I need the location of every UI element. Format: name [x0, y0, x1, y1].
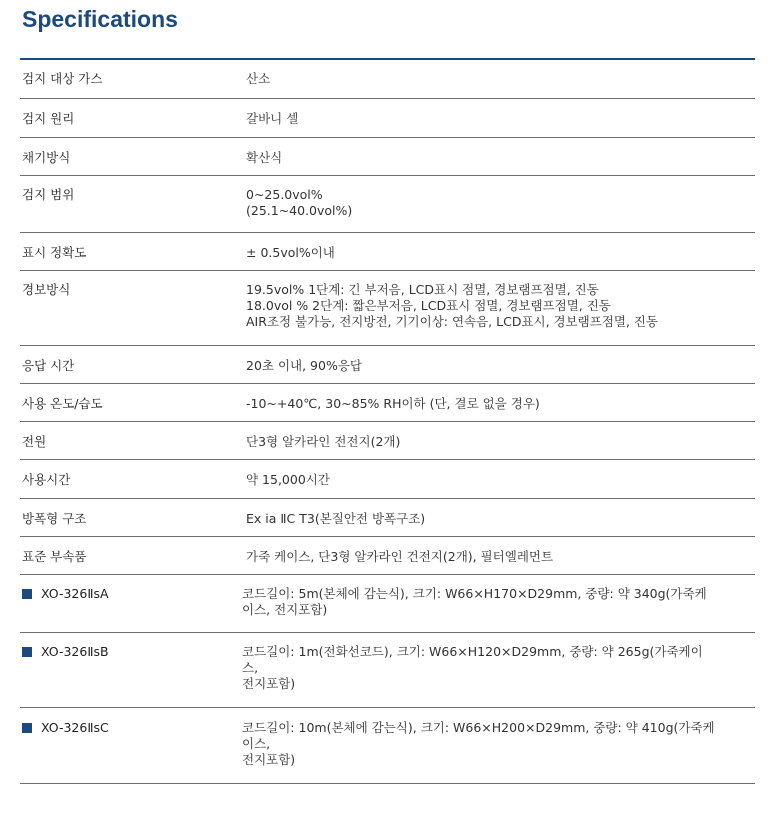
spec-value-line: AIR조정 불가능, 전지방전, 기기이상: 연속음, LCD표시, 경보램프점멸, 진동: [246, 314, 659, 329]
spec-label-cell: [20, 511, 246, 536]
spec-label-cell: [20, 71, 246, 98]
spec-value: [246, 511, 755, 536]
spec-value-line: 가죽 케이스, 단3형 알카라인 건전지(2개), 필터엘레먼트: [246, 549, 554, 564]
spec-label: 전원: [22, 434, 47, 449]
spec-value: [242, 720, 755, 783]
spec-value-line: -10~+40℃, 30~85% RH이하 (단, 결로 없을 경우): [246, 396, 540, 411]
spec-row: [20, 537, 755, 575]
spec-value-line: 0~25.0vol%: [246, 187, 323, 202]
spec-label: 응답 시간: [22, 358, 75, 373]
spec-label: 사용 온도/습도: [22, 396, 103, 411]
spec-label: XO-326ⅡsA: [41, 586, 109, 601]
spec-label: 방폭형 구조: [22, 511, 87, 526]
spec-label: 사용시간: [22, 472, 71, 487]
spec-value: [246, 187, 755, 232]
spec-value-line: 전지포함): [242, 676, 296, 691]
spec-value: [246, 434, 755, 459]
spec-label-cell: [20, 434, 246, 459]
spec-value-line: 코드길이: 10m(본체에 감는식), 크기: W66×H200×D29mm, 중량: 약 410g(가죽케: [242, 720, 715, 735]
spec-value-line: 확산식: [246, 150, 283, 165]
spec-value: [242, 644, 755, 707]
spec-value: [246, 358, 755, 383]
spec-label: XO-326ⅡsB: [41, 644, 109, 659]
square-bullet-icon: [22, 647, 32, 657]
spec-value-line: Ex ia ⅡC T3(본질안전 방폭구조): [246, 511, 426, 526]
spec-label-cell: [20, 586, 246, 632]
spec-value-line: 갈바니 셀: [246, 111, 299, 126]
spec-label-cell: [20, 472, 246, 498]
spec-label: 표시 정확도: [22, 245, 87, 260]
square-bullet-icon: [22, 723, 32, 733]
spec-row: [20, 99, 755, 138]
spec-label: 표준 부속품: [22, 549, 87, 564]
spec-label-cell: [20, 358, 246, 383]
spec-label-cell: [20, 245, 246, 270]
spec-value: [246, 71, 755, 98]
spec-value-line: 산소: [246, 71, 271, 86]
spec-value-line: 20초 이내, 90%응답: [246, 358, 362, 373]
spec-value: [246, 150, 755, 175]
spec-value: [246, 472, 755, 498]
spec-row: [20, 346, 755, 384]
specifications-table: [20, 60, 755, 784]
spec-label: 채기방식: [22, 150, 71, 165]
spec-value: [246, 111, 755, 137]
spec-label: XO-326ⅡsC: [41, 720, 109, 735]
spec-label-cell: [20, 187, 246, 232]
spec-value-line: 18.0vol % 2단계: 짧은부저음, LCD표시 점멸, 경보램프점멸, 진동: [246, 298, 611, 313]
spec-value-line: 약 15,000시간: [246, 472, 330, 487]
spec-label-cell: [20, 150, 246, 175]
spec-row: [20, 633, 755, 708]
spec-row: [20, 138, 755, 176]
spec-row: [20, 384, 755, 422]
spec-value-line: 코드길이: 1m(전화선코드), 크기: W66×H120×D29mm, 중량: 약 265g(가죽케이: [242, 644, 703, 659]
page-title: Specifications: [22, 6, 178, 32]
spec-row: [20, 575, 755, 633]
spec-value: [246, 245, 755, 270]
spec-value-line: 19.5vol% 1단계: 긴 부저음, LCD표시 점멸, 경보램프점멸, 진동: [246, 282, 599, 297]
spec-value-line: 코드길이: 5m(본체에 감는식), 크기: W66×H170×D29mm, 중량: 약 340g(가죽케: [242, 586, 707, 601]
spec-value: [246, 549, 755, 574]
spec-value: [246, 396, 755, 421]
spec-value-line: 이스,: [242, 736, 271, 751]
spec-label-cell: [20, 549, 246, 574]
spec-value-line: (25.1~40.0vol%): [246, 203, 353, 218]
spec-value-line: 전지포함): [242, 752, 296, 767]
spec-row: [20, 708, 755, 784]
spec-value: [246, 282, 755, 345]
spec-value-line: 단3형 알카라인 전전지(2개): [246, 434, 401, 449]
spec-value-line: 스,: [242, 660, 259, 675]
square-bullet-icon: [22, 589, 32, 599]
spec-value: [242, 586, 755, 632]
spec-label: 경보방식: [22, 282, 71, 297]
spec-label-cell: [20, 720, 246, 783]
spec-label: 검지 대상 가스: [22, 71, 103, 86]
spec-value-line: 이스, 전지포함): [242, 602, 328, 617]
spec-row: [20, 271, 755, 346]
spec-row: [20, 422, 755, 460]
spec-label-cell: [20, 396, 246, 421]
spec-label: 검지 범위: [22, 187, 75, 202]
spec-label: 검지 원리: [22, 111, 75, 126]
spec-label-cell: [20, 111, 246, 137]
spec-row: [20, 499, 755, 537]
spec-value-line: ± 0.5vol%이내: [246, 245, 335, 260]
spec-row: [20, 60, 755, 99]
spec-row: [20, 233, 755, 271]
spec-row: [20, 176, 755, 233]
spec-label-cell: [20, 644, 246, 707]
spec-row: [20, 460, 755, 499]
spec-label-cell: [20, 282, 246, 345]
